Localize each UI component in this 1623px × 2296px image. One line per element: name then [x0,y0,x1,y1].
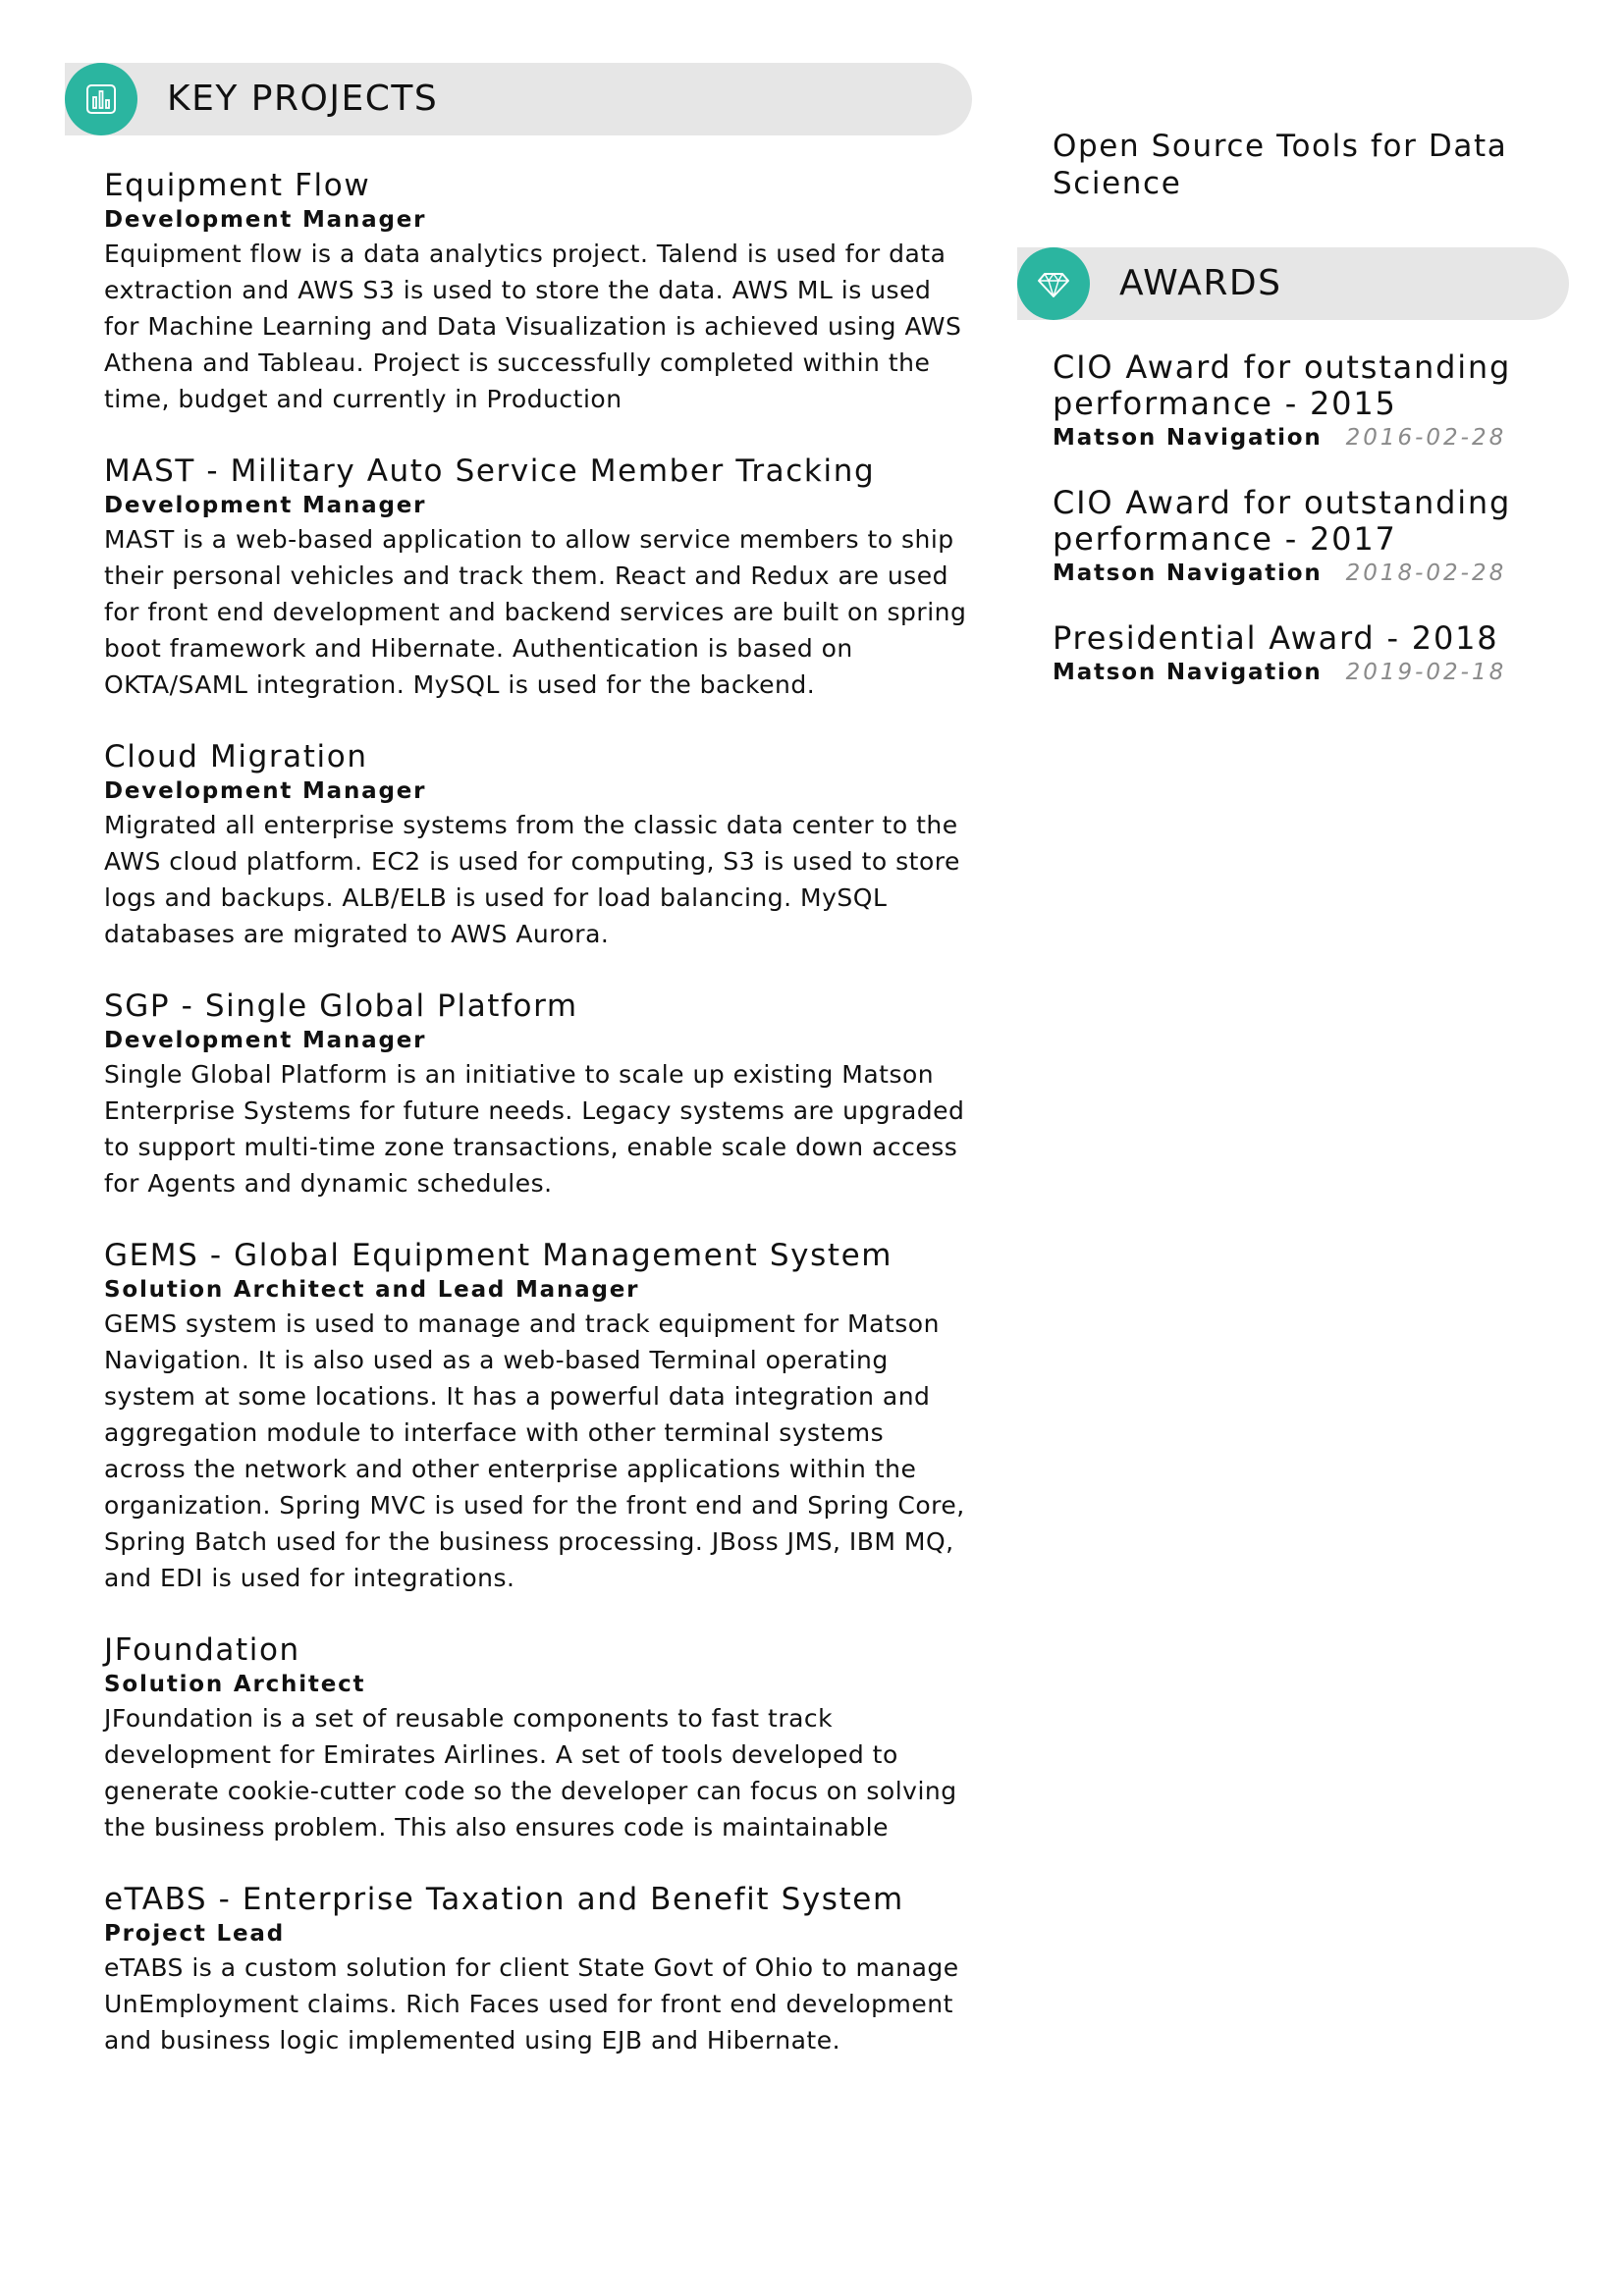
bar-chart-icon [83,81,119,117]
awards-badge [1017,247,1090,320]
project-role: Development Manager [104,778,427,804]
awards-list [1053,349,1583,720]
award-title: CIO Award for outstanding performance - 2017 [1053,484,1512,558]
award-title: CIO Award for outstanding performance - 2015 [1053,348,1512,422]
award-organization: Matson Navigation [1053,425,1323,451]
projects-list [104,167,968,2094]
project-title: Cloud Migration [104,739,368,774]
key-projects-badge [65,63,137,135]
project-role: Project Lead [104,1921,285,1947]
project-role: Development Manager [104,493,427,518]
project-description: Migrated all enterprise systems from the classic data center to the AWS cloud platform. EC2 is used for computing, S3 is used to store logs and backups. ALB/ELB is used for load balancing. MySQL databases are migrated to AWS Aurora. [104,811,960,948]
project-item [104,1237,968,1596]
award-date: 2018-02-28 [1345,561,1507,586]
project-description: Single Global Platform is an initiative to scale up existing Matson Enterprise Systems for future needs. Legacy systems are upgraded to support multi-time zone transactions, enable scale down access for Agents and dynamic schedules. [104,1060,965,1198]
award-title: Presidential Award - 2018 [1053,619,1499,657]
project-title: JFoundation [104,1632,300,1668]
awards-header [1017,247,1569,320]
project-item [104,1881,968,2058]
award-organization: Matson Navigation [1053,561,1323,586]
project-title: Equipment Flow [104,168,371,203]
award-item [1053,485,1583,589]
awards-heading: AWARDS [1119,263,1282,303]
project-description: eTABS is a custom solution for client State Govt of Ohio to manage UnEmployment claims. Rich Faces used for front end development and business logic implemented using EJB and Hibernate. [104,1953,959,2055]
project-role: Development Manager [104,1028,427,1053]
project-role: Development Manager [104,207,427,233]
award-meta [1053,657,1583,688]
open-source-title: Open Source Tools for Data Science [1053,129,1508,201]
project-role: Solution Architect [104,1672,366,1697]
award-meta [1053,422,1583,454]
award-date: 2016-02-28 [1345,425,1507,451]
project-item [104,738,968,952]
award-date: 2019-02-18 [1345,660,1507,685]
award-meta [1053,558,1583,589]
diamond-icon [1036,266,1071,301]
project-description: Equipment flow is a data analytics project. Talend is used for data extraction and AWS S3 is used to store the data. AWS ML is used for Machine Learning and Data Visualization is achieved using AWS Athena and Tableau. Project is successfully completed within the time, budget and currently in Production [104,240,962,413]
project-title: eTABS - Enterprise Taxation and Benefit System [104,1882,904,1917]
project-title: SGP - Single Global Platform [104,988,578,1024]
project-item [104,453,968,703]
key-projects-header [65,63,972,135]
project-description: GEMS system is used to manage and track equipment for Matson Navigation. It is also used as a web-based Terminal operating system at some locations. It has a powerful data integration and aggregation module to interface with other terminal systems across the network and other enterprise applications within the organization. Spring MVC is used for the front end and Spring Core, Spring Batch used for the business processing. JBoss JMS, IBM MQ, and EDI is used for integrations. [104,1309,965,1592]
project-title: GEMS - Global Equipment Management System [104,1238,893,1273]
project-description: JFoundation is a set of reusable components to fast track development for Emirates Airlines. A set of tools developed to generate cookie-cutter code so the developer can focus on solving the business problem. This also ensures code is maintainable [104,1704,957,1842]
key-projects-heading: KEY PROJECTS [167,79,439,119]
project-item [104,167,968,417]
project-title: MAST - Military Auto Service Member Tracking [104,454,876,489]
award-item [1053,349,1583,454]
project-item [104,1631,968,1845]
award-item [1053,620,1583,688]
project-item [104,988,968,1201]
project-description: MAST is a web-based application to allow service members to ship their personal vehicles and track them. React and Redux are used for front end development and backend services are built on spring boot framework and Hibernate. Authentication is based on OKTA/SAML integration. MySQL is used for the backend. [104,525,967,699]
open-source-section [1053,128,1563,202]
project-role: Solution Architect and Lead Manager [104,1277,640,1303]
award-organization: Matson Navigation [1053,660,1323,685]
